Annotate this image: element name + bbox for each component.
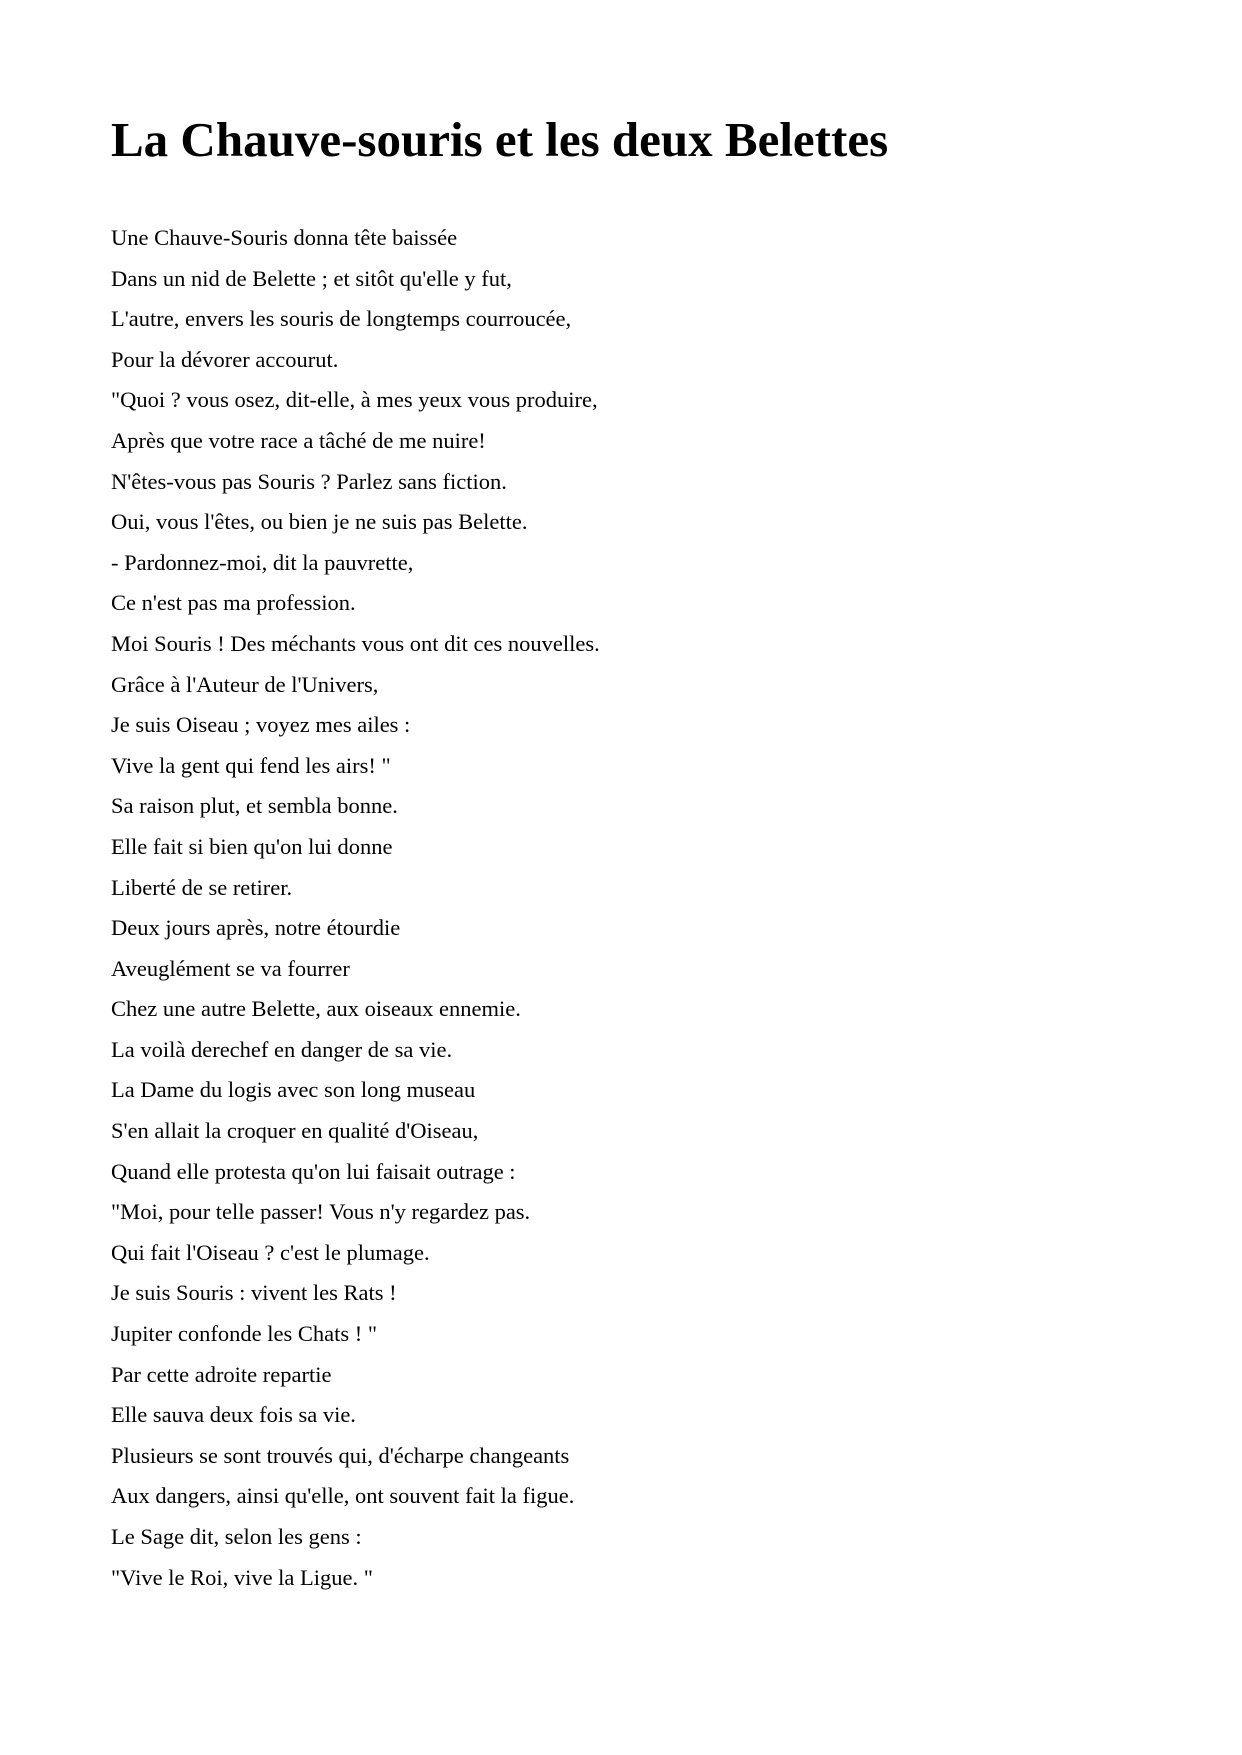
verse-line: Elle fait si bien qu'on lui donne	[111, 833, 393, 859]
verse-line: Moi Souris ! Des méchants vous ont dit ces nouvelles.	[111, 630, 600, 656]
verse-line: La voilà derechef en danger de sa vie.	[111, 1036, 453, 1062]
verse-line: Sa raison plut, et sembla bonne.	[111, 793, 398, 819]
verse-line: Ce n'est pas ma profession.	[111, 590, 356, 616]
verse-line: Vive la gent qui fend les airs! "	[111, 752, 391, 778]
verse-line: Dans un nid de Belette ; et sitôt qu'elle y fut,	[111, 265, 512, 291]
verse-line: Aux dangers, ainsi qu'elle, ont souvent fait la figue.	[111, 1483, 575, 1509]
verse-line: "Quoi ? vous osez, dit-elle, à mes yeux vous produire,	[111, 387, 598, 413]
poem-verses	[111, 218, 600, 1598]
verse-line: Qui fait l'Oiseau ? c'est le plumage.	[111, 1239, 430, 1265]
verse-line: Après que votre race a tâché de me nuire!	[111, 427, 486, 453]
verse-line: Deux jours après, notre étourdie	[111, 915, 401, 941]
verse-line: "Vive le Roi, vive la Ligue. "	[111, 1564, 373, 1590]
verse-line: Chez une autre Belette, aux oiseaux ennemie.	[111, 996, 521, 1022]
verse-line: Jupiter confonde les Chats ! "	[111, 1321, 378, 1347]
verse-line: Elle sauva deux fois sa vie.	[111, 1402, 356, 1428]
verse-line: Liberté de se retirer.	[111, 874, 293, 900]
verse-line: Pour la dévorer accourut.	[111, 346, 339, 372]
verse-line: La Dame du logis avec son long museau	[111, 1077, 476, 1103]
verse-line: "Moi, pour telle passer! Vous n'y regardez pas.	[111, 1199, 531, 1225]
verse-line: - Pardonnez-moi, dit la pauvrette,	[111, 549, 414, 575]
verse-line: L'autre, envers les souris de longtemps courroucée,	[111, 306, 572, 332]
verse-line: N'êtes-vous pas Souris ? Parlez sans fiction.	[111, 468, 507, 494]
verse-line: S'en allait la croquer en qualité d'Oiseau,	[111, 1118, 479, 1144]
verse-line: Je suis Oiseau ; voyez mes ailes :	[111, 712, 411, 738]
verse-line: Quand elle protesta qu'on lui faisait outrage :	[111, 1158, 516, 1184]
verse-line: Plusieurs se sont trouvés qui, d'écharpe changeants	[111, 1442, 570, 1468]
verse-line: Je suis Souris : vivent les Rats !	[111, 1280, 397, 1306]
verse-line: Oui, vous l'êtes, ou bien je ne suis pas Belette.	[111, 509, 528, 535]
verse-line: Le Sage dit, selon les gens :	[111, 1524, 362, 1549]
verse-line: Aveuglément se va fourrer	[111, 955, 350, 981]
verse-line: Une Chauve-Souris donna tête baissée	[111, 225, 458, 250]
document-title: La Chauve-souris et les deux Belettes	[111, 112, 889, 167]
verse-line: Grâce à l'Auteur de l'Univers,	[111, 671, 379, 697]
verse-line: Par cette adroite repartie	[111, 1361, 332, 1387]
